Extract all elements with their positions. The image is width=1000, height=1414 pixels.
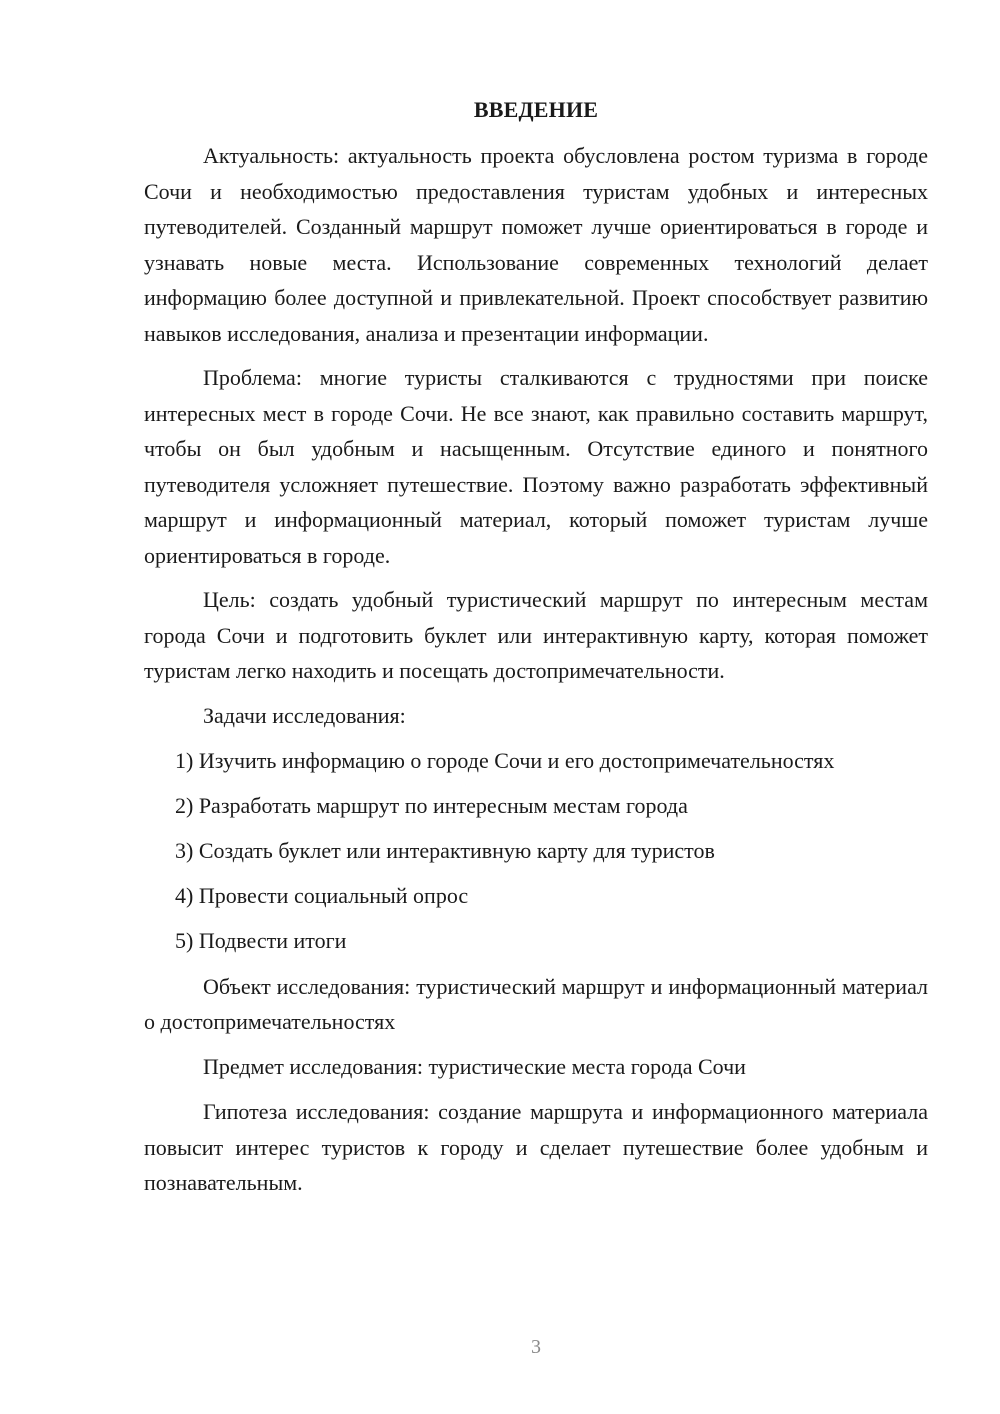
- tasks-heading: Задачи исследования:: [203, 702, 406, 728]
- page-title: ВВЕДЕНИЕ: [473, 97, 599, 122]
- object-paragraph: Объект исследования: туристический маршрут и информационный материал о достопримечательностях: [144, 973, 928, 1034]
- page-number: 3: [531, 1336, 541, 1358]
- hypothesis-paragraph: Гипотеза исследования: создание маршрута и информационного материала повысит интерес туристов к городу и сделает путешествие более удобным и познавательным.: [144, 1099, 928, 1195]
- task-item-4: 4) Провести социальный опрос: [175, 883, 469, 908]
- problem-paragraph: Проблема: многие туристы сталкиваются с трудностями при поиске интересных мест в городе Сочи. Не все знают, как правильно составить маршрут, чтобы он был удобным и насыщенным. Отсутствие единого и понятного путеводителя усложняет путешествие. Поэтому важно разработать эффективный маршрут и информационный материал, который поможет туристам лучше ориентироваться в городе.: [144, 365, 928, 568]
- task-item-2: 2) Разработать маршрут по интересным местам города: [175, 793, 688, 818]
- relevance-paragraph: Актуальность: актуальность проекта обусловлена ростом туризма в городе Сочи и необходимостью предоставления туристам удобных и интересных путеводителей. Созданный маршрут поможет лучше ориентироваться в городе и узнавать новые места. Использование современных технологий делает информацию более доступной и привлекательной. Проект способствует развитию навыков исследования, анализа и презентации информации.: [144, 143, 928, 346]
- subject-paragraph: Предмет исследования: туристические места города Сочи: [203, 1053, 746, 1079]
- task-item-1: 1) Изучить информацию о городе Сочи и его достопримечательностях: [175, 748, 835, 773]
- page-content: [144, 96, 928, 1210]
- goal-paragraph: Цель: создать удобный туристический маршрут по интересным местам города Сочи и подготовить буклет или интерактивную карту, которая поможет туристам легко находить и посещать достопримечательности.: [144, 587, 928, 683]
- tasks-list: [144, 743, 928, 959]
- task-item-5: 5) Подвести итоги: [175, 928, 347, 953]
- task-item-3: 3) Создать буклет или интерактивную карту для туристов: [175, 838, 715, 863]
